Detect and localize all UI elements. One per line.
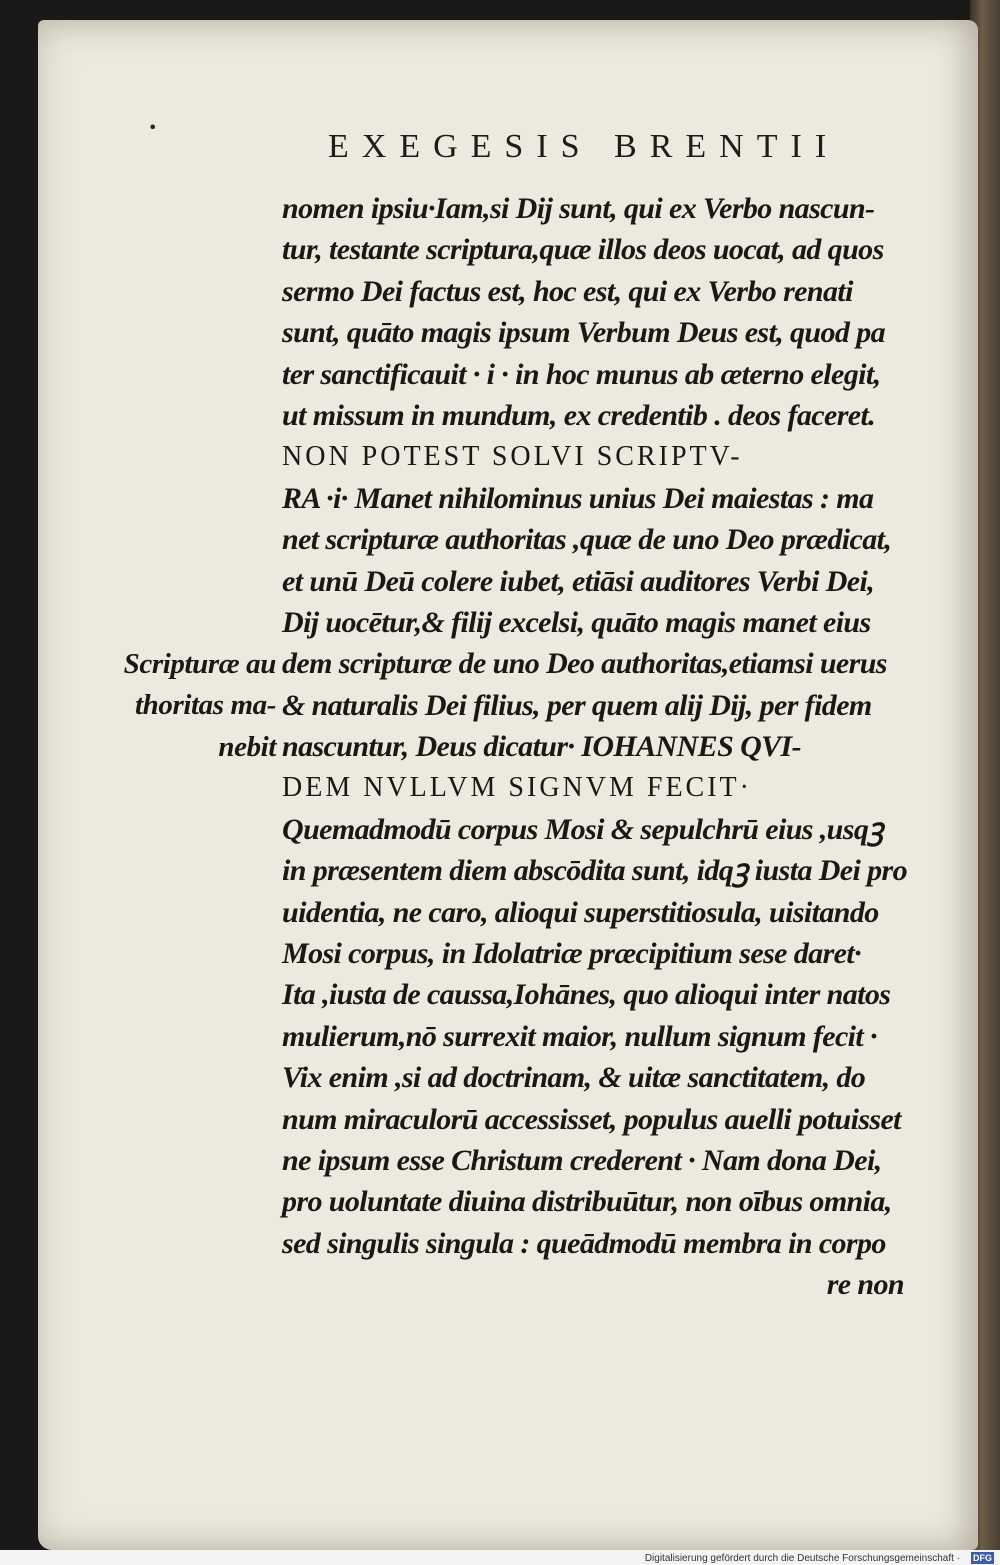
text-line: ut missum in mundum, ex credentib . deos faceret.: [282, 398, 876, 432]
text-line: mulierum,nō surrexit maior, nullum signum fecit ·: [282, 1019, 877, 1053]
text-line: sunt, quāto magis ipsum Verbum Deus est, quod pa: [282, 316, 886, 350]
text-line: Dij uocētur,& filij excelsi, quāto magis manet eius: [282, 605, 871, 639]
running-head: EXEGESIS BRENTII: [328, 128, 840, 165]
text-line: in præsentem diem abscōdita sunt, idqꝫ iusta Dei pro: [282, 854, 908, 888]
margin-note-line: Scripturæ au: [123, 648, 276, 680]
text-line: sermo Dei factus est, hoc est, qui ex Verbo renati: [282, 274, 853, 308]
text-line: Quemadmodū corpus Mosi & sepulchrū eius ,usqꝫ: [282, 812, 883, 846]
text-line: & naturalis Dei filius, per quem alij Dij, per fidem: [282, 688, 872, 722]
text-line: nomen ipsiu·Iam,si Dij sunt, qui ex Verbo nascun-: [282, 192, 875, 225]
page-mark: •: [148, 118, 158, 137]
text-line: Ita ,iusta de caussa,Iohānes, quo alioqui inter natos: [282, 978, 891, 1012]
text-line: et unū Deū colere iubet, etiāsi auditores Verbi Dei,: [282, 564, 875, 598]
text-line: Mosi corpus, in Idolatriæ præcipitium sese daret·: [282, 937, 861, 971]
text-line: ne ipsum esse Christum crederent · Nam dona Dei,: [282, 1143, 882, 1177]
text-line: pro uoluntate diuina distribuūtur, non oībus omnia,: [282, 1185, 892, 1219]
footer-credit: Digitalisierung gefördert durch die Deutsche Forschungsgemeinschaft ·: [644, 1553, 960, 1564]
margin-note-line: thoritas ma-: [134, 689, 276, 722]
footer-bar: [0, 1550, 1000, 1565]
text-line: NON POTEST SOLVI SCRIPTV-: [282, 441, 743, 473]
text-line: uidentia, ne caro, alioqui superstitiosula, uisitando: [282, 895, 879, 929]
body-text: [282, 188, 912, 1306]
margin-note: [104, 644, 276, 768]
text-line: sed singulis singula : queādmodū membra in corpo: [282, 1226, 886, 1260]
margin-note-line: nebit: [218, 730, 276, 763]
text-line: net scripturæ authoritas ,quæ de uno Deo prædicat,: [282, 523, 892, 557]
text-line: DEM NVLLVM SIGNVM FECIT·: [282, 772, 752, 804]
text-line: nascuntur, Deus dicatur· IOHANNES QVI-: [282, 730, 802, 764]
text-line: dem scripturæ de uno Deo authoritas,etiamsi uerus: [282, 647, 887, 681]
catchword: re non: [826, 1268, 904, 1302]
text-line: RA ·i· Manet nihilominus unius Dei maiestas : ma: [282, 481, 874, 515]
text-line: ter sanctificauit · i · in hoc munus ab æterno elegit,: [282, 357, 881, 391]
text-line: tur, testante scriptura,quæ illos deos uocat, ad quos: [282, 233, 884, 267]
dfg-logo: DFG: [973, 1553, 992, 1563]
text-line: Vix enim ,si ad doctrinam, & uitæ sanctitatem, do: [282, 1061, 866, 1095]
text-line: num miraculorū accessisset, populus auelli potuisset: [282, 1102, 901, 1136]
